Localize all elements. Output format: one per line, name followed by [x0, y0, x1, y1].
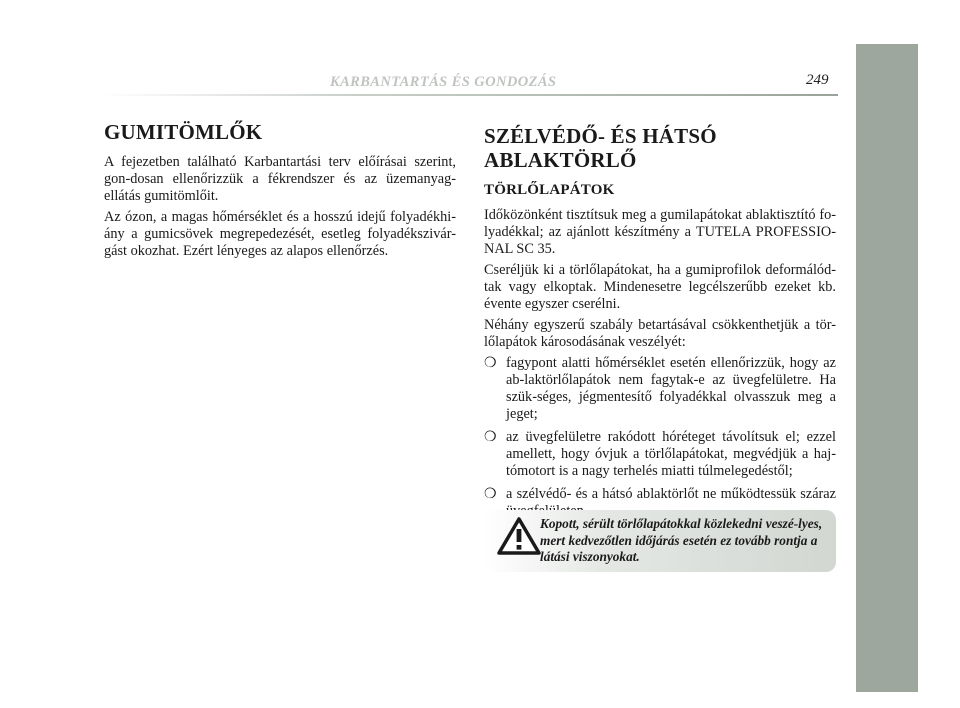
- list-item: [484, 355, 836, 423]
- list-item-text: fagypont alatti hőmérséklet esetén ellenőrizzük, hogy az ab-laktörlőlapátok nem fagytak-e az üvegfelületre. Ha szük-séges, jégmentesítő folyadékkal olvasszuk meg a jeget;: [506, 355, 836, 422]
- page-number: 249: [806, 72, 829, 88]
- wipers-paragraph-3: Néhány egyszerű szabály betartásával csökkenthetjük a tör-lőlapátok károsodásának veszélyét:: [484, 317, 836, 350]
- hoses-paragraph-1: A fejezetben található Karbantartási terv előírásai szerint, gon-dosan ellenőrizzük a fékrendszer és az üzemanyag-ellátás gumitömlőit.: [104, 154, 456, 204]
- warning-triangle-icon: [496, 516, 542, 556]
- header-divider: [100, 94, 838, 96]
- warning-text: Kopott, sérült törlőlapátokkal közlekedni veszé-lyes, mert kedvezőtlen időjárás esetén ez tovább rontja a látási viszonyokat.: [540, 516, 823, 564]
- list-item-text: az üvegfelületre rakódott hóréteget távolítsuk el; ezzel amellett, hogy óvjuk a törlőlapátokat, megvédjük a haj-tómotort is a nagy terhelés miatti túlmelegedéstől;: [506, 429, 836, 479]
- right-column: [484, 124, 836, 526]
- bullet-circle-icon: ❍: [484, 430, 497, 445]
- hoses-paragraph-2: Az ózon, a magas hőmérséklet és a hosszú idejű folyadékhi-ány a gumicsövek megrepedezését, esetleg folyadékszivár-gást okozhat. Ezért lényeges az alapos ellenőrzés.: [104, 209, 456, 259]
- wipers-paragraph-1: Időközönként tisztítsuk meg a gumilapátokat ablaktisztító fo-lyadékkal; az ajánlott készítmény a TUTELA PROFESSIO-NAL SC 35.: [484, 207, 836, 257]
- bullet-circle-icon: ❍: [484, 487, 497, 502]
- bullet-circle-icon: ❍: [484, 356, 497, 371]
- list-item-text: a szélvédő- és a hátsó ablaktörlőt ne működtessük száraz: [506, 486, 836, 502]
- section-heading-hoses: GUMITÖMLŐK: [104, 120, 263, 144]
- section-heading-wipers: SZÉLVÉDŐ- ÉS HÁTSÓ ABLAKTÖRLŐ: [484, 124, 717, 172]
- warning-box: [484, 510, 836, 572]
- wipers-paragraph-2: Cseréljük ki a törlőlapátokat, ha a gumiprofilok deformálód-tak vagy elkoptak. Mindenesetre legcélszerűbb ezeket kb. évente egyszer cserélni.: [484, 262, 836, 312]
- side-tab-bar: [856, 44, 918, 692]
- subheading-wiper-blades: TÖRLŐLAPÁTOK: [484, 182, 615, 198]
- list-item: [484, 429, 836, 480]
- running-header-title: KARBANTARTÁS ÉS GONDOZÁS: [330, 74, 557, 90]
- left-column: [104, 120, 456, 264]
- wiper-tips-list: [484, 355, 836, 520]
